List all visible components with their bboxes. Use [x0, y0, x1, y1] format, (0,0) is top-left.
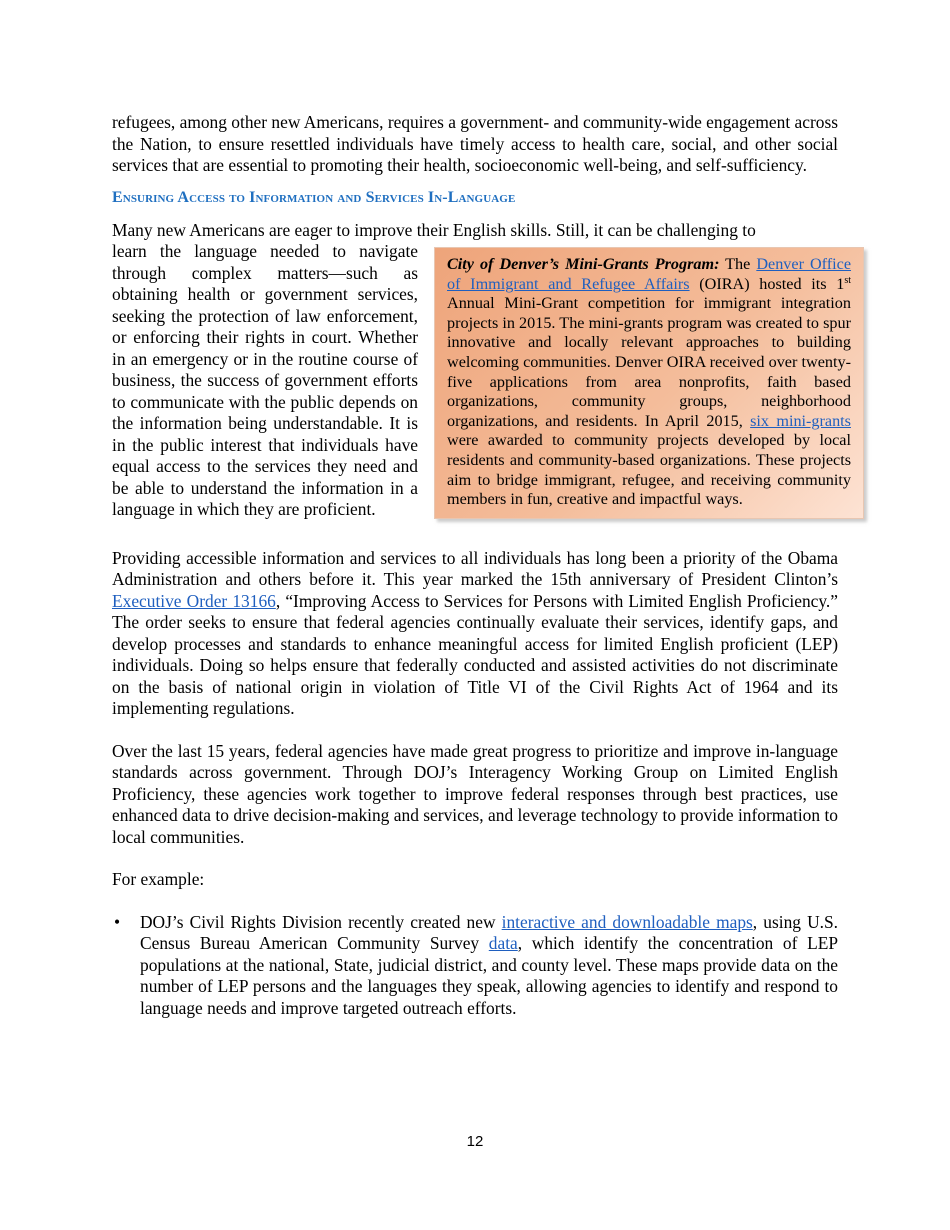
- page-number: 12: [466, 1133, 484, 1150]
- document-page: [112, 112, 852, 1019]
- denver-mini-grants-callout: [434, 247, 864, 519]
- callout-text-3: Annual Mini-Grant competition for immigrant integration projects in 2015. The mini-grants program was created to spur innovative and locally relevant approaches to building welcoming communities. Denver OIRA received over twenty-five applications from area nonprofits, faith based organizations, community groups, neighborhood organizations, and residents. In April 2015,: [447, 294, 851, 430]
- intro-paragraph: refugees, among other new Americans, requires a government- and community-wide engagement across the Nation, to ensure resettled individuals have timely access to health care, social, and other social services that are essential to promoting their health, socioeconomic well-being, and self-sufficiency.: [112, 112, 838, 175]
- eo-text-1: Providing accessible information and services to all individuals has long been a priority of the Obama Administration and others before it. This year marked the 15th anniversary of President Clinton’s: [112, 547, 838, 590]
- denver-oira-link[interactable]: Denver Office of Immigrant and Refugee Affairs: [447, 255, 852, 293]
- executive-order-link[interactable]: Executive Order 13166: [112, 590, 276, 611]
- executive-order-paragraph: [112, 548, 838, 720]
- bullet-text-3: , which identify the concentration of LEP populations at the national, State, judicial district, and county level. These maps provide data on the number of LEP persons and the languages they speak, allowing agencies to identify and respond to language needs and improve targeted outreach efforts.: [140, 933, 838, 1018]
- for-example-paragraph: For example:: [112, 869, 205, 890]
- bullet-icon: •: [114, 911, 121, 932]
- callout-text-1: The: [719, 255, 757, 273]
- interactive-maps-link[interactable]: interactive and downloadable maps: [501, 911, 753, 932]
- list-item: [112, 912, 838, 1020]
- language-access-paragraph: [112, 219, 852, 527]
- six-mini-grants-link[interactable]: six mini-grants: [750, 411, 851, 430]
- bullet-text-2: , using U.S. Census Bureau American Community Survey: [140, 911, 839, 954]
- bullet-text-1: DOJ’s Civil Rights Division recently created new: [140, 911, 502, 932]
- paragraph-wrapped-text: learn the language needed to navigate through complex matters—such as obtaining health or government services, seeking the protection of law enforcement, or enforcing their rights in court. Whether in an emergency or in the routine course of business, the success of government efforts to communicate with the public depends on the information being understandable. It is in the public interest that individuals have equal access to the services they need and be able to understand the information in a language in which they are proficient.: [112, 241, 418, 519]
- callout-text-4: were awarded to community projects developed by local residents and community-based organizations. These projects aim to bridge immigrant, refugee, and receiving community members in fun, creative and impactful ways.: [447, 431, 851, 509]
- paragraph-lead-line: Many new Americans are eager to improve their English skills. Still, it can be challenging to: [112, 219, 756, 240]
- census-data-link[interactable]: data: [488, 933, 518, 954]
- callout-text-2: (OIRA) hosted its 1: [689, 274, 845, 293]
- eo-text-2: , “Improving Access to Services for Persons with Limited English Proficiency.” The order seeks to ensure that federal agencies continually evaluate their services, identify gaps, and develop processes and standards to enhance meaningful access for limited English proficient (LEP) individuals. Doing so helps ensure that federally conducted and assisted activities do not discriminate on the basis of national origin in violation of Title VI of the Civil Rights Act of 1964 and its implementing regulations.: [112, 590, 838, 719]
- callout-title: City of Denver’s Mini-Grants Program:: [447, 255, 720, 273]
- federal-progress-paragraph: Over the last 15 years, federal agencies have made great progress to prioritize and improve in-language standards across government. Through DOJ’s Interagency Working Group on Limited English Proficiency, these agencies work together to improve federal responses through best practices, use enhanced data to drive decision-making and services, and leverage technology to provide information to local communities.: [112, 740, 838, 847]
- examples-list: [112, 912, 838, 1020]
- ordinal-superscript: st: [844, 274, 852, 286]
- section-heading: Ensuring Access to Information and Services In-Language: [112, 188, 516, 206]
